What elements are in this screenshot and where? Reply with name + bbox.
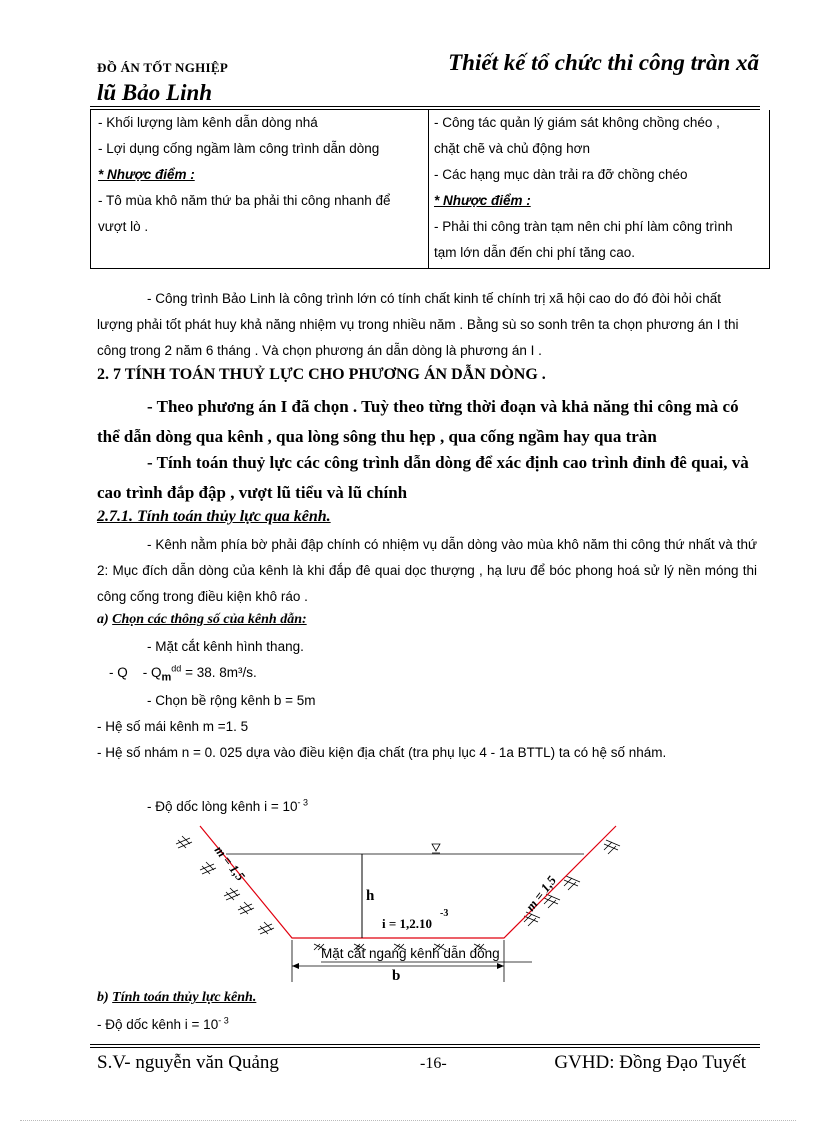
table-cell: - Khối lượng làm kênh dẫn dòng nhá xyxy=(98,115,318,130)
paragraph-calculation: - Tính toán thuỷ lực các công trình dẫn dòng để xác định cao trình đỉnh đê quai, và cao trình đắp đập , vượt lũ tiểu và lũ chính xyxy=(97,453,749,502)
table-col-left xyxy=(98,110,420,268)
part-a-title: Chọn các thông số của kênh dẫn: xyxy=(112,612,307,627)
right-slope-label: m = 1,5 xyxy=(522,872,560,914)
disadvantage-label: * Nhược điểm : xyxy=(98,167,195,182)
subsection-number: 2.7.1. xyxy=(97,508,133,525)
param-bed-slope xyxy=(147,794,308,820)
param-section-shape: - Mặt cắt kênh hình thang. xyxy=(147,639,304,654)
subsection-title: Tính toán thủy lực qua kênh. xyxy=(137,508,331,525)
part-b-title: Tính toán thủy lực kênh. xyxy=(112,990,257,1005)
param-discharge xyxy=(109,660,257,686)
footer-rule xyxy=(90,1044,760,1045)
page-number: -16- xyxy=(420,1055,447,1072)
table-cell: vượt lò . xyxy=(98,219,149,234)
header-project: ĐỒ ÁN TỐT NGHIỆP xyxy=(97,60,229,75)
bed-slope-text: - Độ dốc lòng kênh i = 10 xyxy=(147,799,298,814)
comparison-table xyxy=(90,110,770,269)
canal-slope-exponent: - 3 xyxy=(218,1015,229,1026)
left-slope-label: m = 1,5 xyxy=(211,842,249,884)
discharge-label: - Q xyxy=(109,665,128,680)
channel-cross-section-figure xyxy=(160,820,640,990)
header-rule xyxy=(90,106,760,107)
part-a-heading xyxy=(97,612,307,628)
footer-rule-2 xyxy=(90,1047,760,1048)
slope-label: i = 1,2.10 xyxy=(382,916,433,931)
footer-supervisor: GVHD: Đồng Đạo Tuyết xyxy=(554,1052,746,1073)
bed-slope-exponent: - 3 xyxy=(297,797,308,808)
param-width: - Chọn bề rộng kênh b = 5m xyxy=(147,693,316,708)
table-cell: - Lợi dụng cống ngầm làm công trình dẫn dòng xyxy=(98,141,380,156)
subsection-heading xyxy=(97,508,331,526)
disadvantage-label: * Nhược điểm : xyxy=(434,193,531,208)
discharge-subscript: m xyxy=(161,671,172,684)
slope-exponent: -3 xyxy=(440,908,449,919)
table-cell: chặt chẽ và chủ động hơn xyxy=(434,141,590,156)
param-roughness: - Hệ số nhám n = 0. 025 dựa vào điều kiện địa chất (tra phụ lục 4 - 1a BTTL) ta có hệ số nhám. xyxy=(97,745,667,760)
header-subtitle: lũ Bảo Linh xyxy=(97,80,213,105)
figure-caption: Mặt cắt ngang kênh dẫn dòng xyxy=(321,946,500,961)
paragraph-method: - Theo phương án I đã chọn . Tuỳ theo từng thời đoạn và khả năng thi công mà có thể dẫn dòng qua kênh , qua lòng sông thu hẹp , qua cống ngầm hay qua tràn xyxy=(97,397,739,446)
table-cell: - Tô mùa khô năm thứ ba phải thi công nhanh để xyxy=(98,193,391,208)
part-a-prefix: a) xyxy=(97,612,109,627)
table-cell: - Công tác quản lý giám sát không chồng chéo , xyxy=(434,115,720,130)
part-b-heading xyxy=(97,990,256,1006)
footer-student: S.V- nguyễn văn Quảng xyxy=(97,1052,279,1073)
discharge-superscript: dd xyxy=(171,663,182,674)
page-bottom-border xyxy=(20,1120,796,1121)
param-canal-slope xyxy=(97,1012,229,1038)
header-title: Thiết kế tổ chức thi công tràn xã xyxy=(448,50,759,75)
water-level-icon xyxy=(432,844,440,851)
table-col-right xyxy=(434,110,764,268)
table-cell: - Các hạng mục dàn trải ra đỡ chồng chéo xyxy=(434,167,688,182)
paragraph-conclusion: - Công trình Bảo Linh là công trình lớn có tính chất kinh tế chính trị xã hội cao do đó đòi hỏi chất lượng phải tốt phát huy khả năng nhiệm vụ trong nhiều năm . Bằng sù so sonh trên ta chọn phương án I thi công trong 2 năm 6 tháng . Và chọn phương án dẫn dòng là phương án I . xyxy=(97,291,739,358)
width-label: b xyxy=(392,968,401,984)
param-slope-coef: - Hệ số mái kênh m =1. 5 xyxy=(97,719,249,734)
table-divider xyxy=(428,110,429,268)
table-cell: tạm lớn dẫn đến chi phí tăng cao. xyxy=(434,245,635,260)
table-cell: - Phải thi công tràn tạm nên chi phí làm công trình xyxy=(434,219,733,234)
section-heading: 2. 7 TÍNH TOÁN THUỶ LỰC CHO PHƯƠNG ÁN DẪN DÒNG . xyxy=(97,366,546,383)
discharge-value: = 38. 8m³/s. xyxy=(185,665,257,680)
discharge-q: - Q xyxy=(142,665,162,680)
canal-slope-text: - Độ dốc kênh i = 10 xyxy=(97,1017,219,1032)
paragraph-canal: - Kênh nằm phía bờ phải đập chính có nhiệm vụ dẫn dòng vào mùa khô năm thi công thứ nhất và thứ 2: Mục đích dẫn dòng của kênh là khi đắp đê quai dọc thượng , hạ lưu để bóc phong hoá sử lý nền móng thi công cống trong điều kiện khô ráo . xyxy=(97,537,757,604)
depth-label: h xyxy=(366,888,375,904)
part-b-prefix: b) xyxy=(97,990,109,1005)
